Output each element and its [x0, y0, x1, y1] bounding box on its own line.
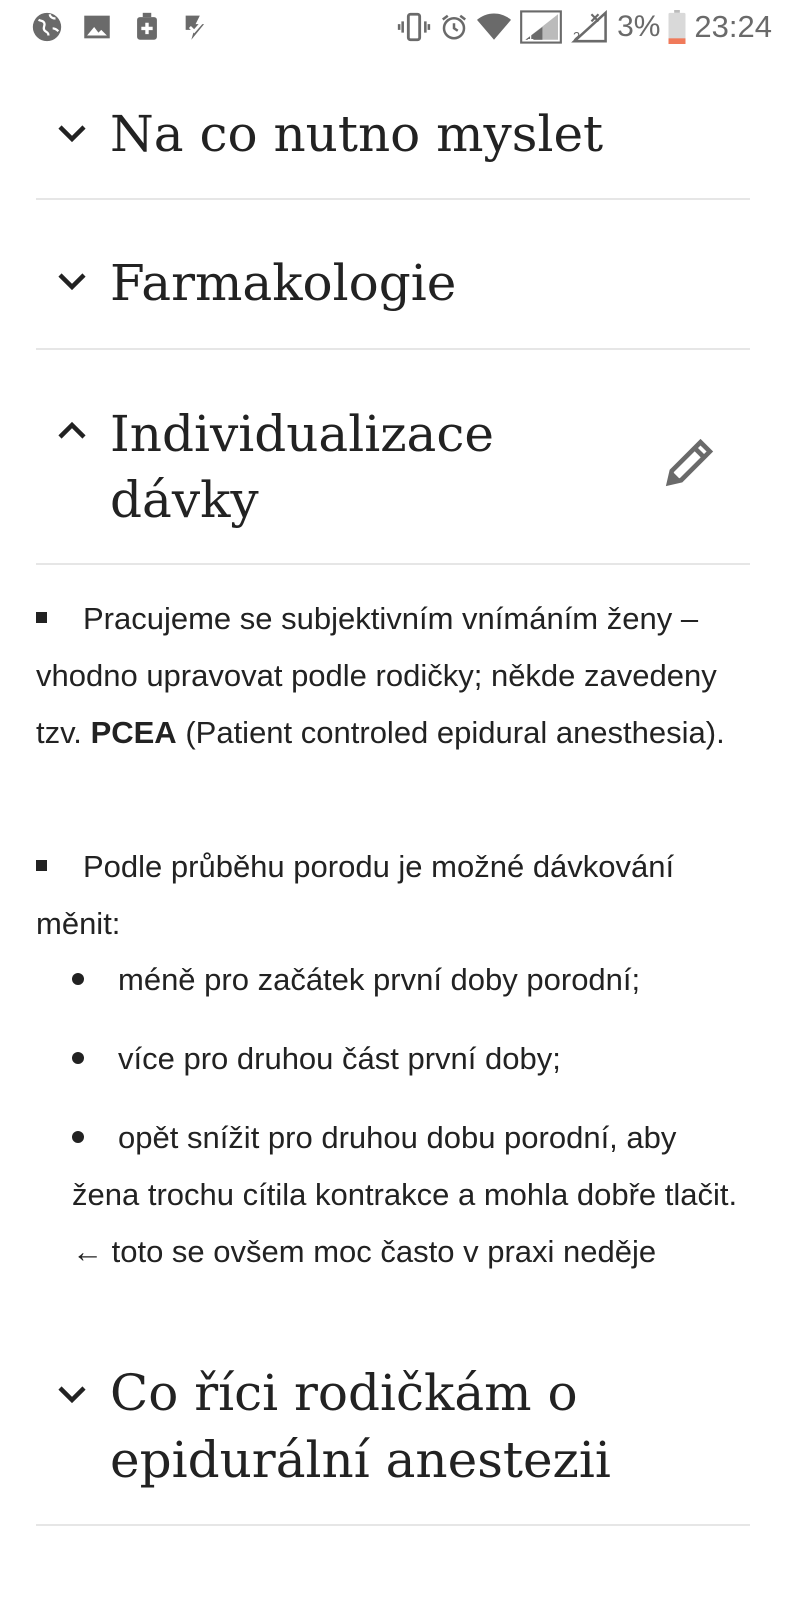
section-individualizace-davky[interactable]: [36, 350, 750, 565]
sub-item-text: opět snížit pro druhou dobu porodní, aby žena trochu cítila kontrakce a mohla dobře tlačit.: [72, 1120, 738, 1212]
svg-text:1: 1: [526, 27, 534, 43]
section-title-line2: dávky: [110, 471, 259, 529]
section-na-co-nutno-myslet[interactable]: [36, 68, 750, 200]
clock: 23:24: [694, 9, 772, 44]
medical-box-icon: [130, 10, 164, 44]
sub-list-item: [72, 1109, 752, 1280]
list-item: [36, 838, 750, 952]
notification-icons: [30, 10, 214, 44]
system-icons: [397, 9, 772, 45]
section-title-line2: epidurální anestezii: [110, 1431, 611, 1489]
note-text: ← toto se ovšem moc často v praxi neděje: [72, 1234, 657, 1269]
list-item: [36, 590, 750, 761]
alarm-icon: [439, 12, 469, 42]
vibrate-icon: [397, 10, 431, 44]
sub-item-text: více pro druhou část první doby;: [118, 1041, 561, 1076]
chevron-down-icon: [54, 1376, 90, 1412]
section-content: [36, 590, 750, 761]
signal-sim2-icon: [571, 10, 609, 44]
item-text: Podle průběhu porodu je možné dávkování měnit:: [36, 849, 675, 941]
sub-list-item: [72, 951, 752, 1008]
section-content-2: [36, 838, 750, 952]
image-icon: [80, 10, 114, 44]
section-title-line1: Co říci rodičkám o: [110, 1364, 578, 1422]
section-title: Na co nutno myslet: [110, 105, 604, 163]
square-bullet-icon: [36, 860, 47, 871]
dot-bullet-icon: [72, 1131, 84, 1143]
item-text-after: (Patient controled epidural anesthesia).: [185, 715, 725, 750]
battery-low-icon: [668, 10, 686, 44]
section-title-line1: Individualizace: [110, 405, 494, 463]
status-bar: [0, 0, 800, 56]
item-text: Pracujeme se subjektivním vnímáním ženy – vhodno upravovat podle rodičky; někde zavedeny tzv.: [36, 601, 717, 750]
svg-text:2: 2: [573, 29, 581, 44]
wifi-icon: [477, 12, 511, 42]
section-farmakologie[interactable]: [36, 200, 750, 350]
chevron-up-icon: [54, 413, 90, 449]
dot-bullet-icon: [72, 1052, 84, 1064]
section-co-rici-rodickam[interactable]: [36, 1350, 750, 1526]
globe-icon: [30, 10, 64, 44]
task-check-icon: [180, 10, 214, 44]
square-bullet-icon: [36, 612, 47, 623]
chevron-down-icon: [54, 263, 90, 299]
sub-item-text: méně pro začátek první doby porodní;: [118, 962, 641, 997]
pencil-edit-icon[interactable]: [662, 434, 718, 490]
section-title: Farmakologie: [110, 254, 457, 312]
sub-list-item: [72, 1030, 752, 1087]
chevron-down-icon: [54, 115, 90, 151]
pcea-term: PCEA: [90, 715, 177, 750]
signal-sim1-icon: [519, 10, 563, 44]
battery-percent: 3%: [617, 10, 661, 43]
dot-bullet-icon: [72, 973, 84, 985]
